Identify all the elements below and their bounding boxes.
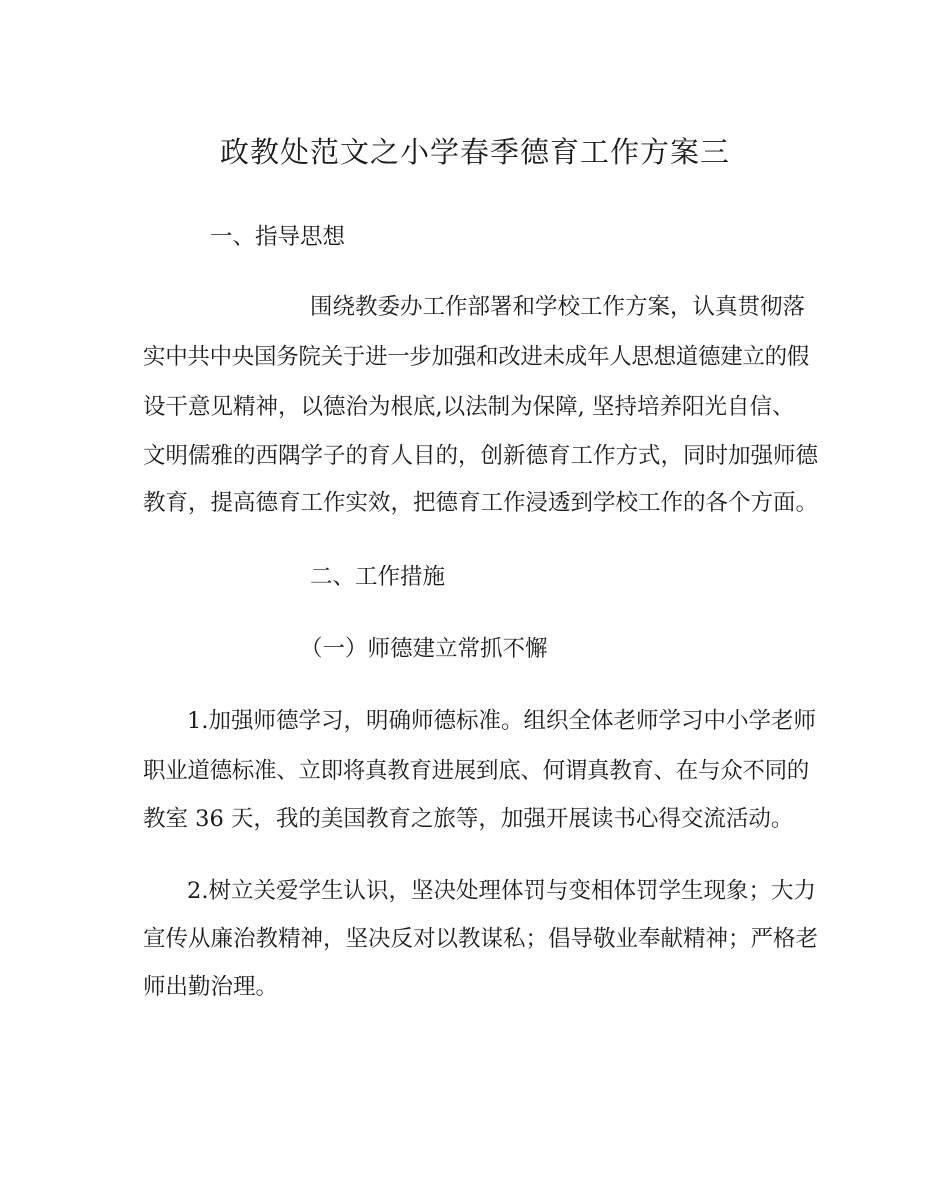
list-item-line: 宣传从廉治教精神，坚决反对以教谋私；倡导敬业奉献精神；严格老 (143, 926, 819, 952)
document-title: 政教处范文之小学春季德育工作方案三 (219, 135, 730, 169)
list-item-line: 职业道德标准、立即将真教育进展到底、何谓真教育、在与众不同的 (143, 758, 810, 784)
paragraph-line: 围绕教委办工作部署和学校工作方案，认真贯彻落 (310, 294, 806, 320)
list-item-line: 1.加强师德学习，明确师德标准。组织全体老师学习中小学老师 (187, 708, 816, 734)
paragraph-line: 设干意见精神，以德治为根底,以法制为保障, 坚持培养阳光自信、 (143, 394, 795, 420)
section-heading-work-measures: 二、工作措施 (310, 564, 446, 590)
paragraph-line: 实中共中央国务院关于进一步加强和改进未成年人思想道德建立的假 (143, 344, 810, 370)
list-item-line: 2.树立关爱学生认识，坚决处理体罚与变相体罚学生现象；大力 (187, 878, 816, 904)
subsection-heading-teacher-ethics: （一）师德建立常抓不懈 (300, 636, 548, 662)
list-item-line: 教室 36 天，我的美国教育之旅等，加强开展读书心得交流活动。 (143, 806, 794, 832)
paragraph-line: 文明儒雅的西隅学子的育人目的，创新德育工作方式，同时加强师德 (143, 443, 819, 469)
section-heading-guiding-ideology: 一、指导思想 (210, 224, 346, 250)
paragraph-line: 教育，提高德育工作实效，把德育工作浸透到学校工作的各个方面。 (143, 490, 819, 516)
list-item-line: 师出勤治理。 (143, 974, 279, 1000)
